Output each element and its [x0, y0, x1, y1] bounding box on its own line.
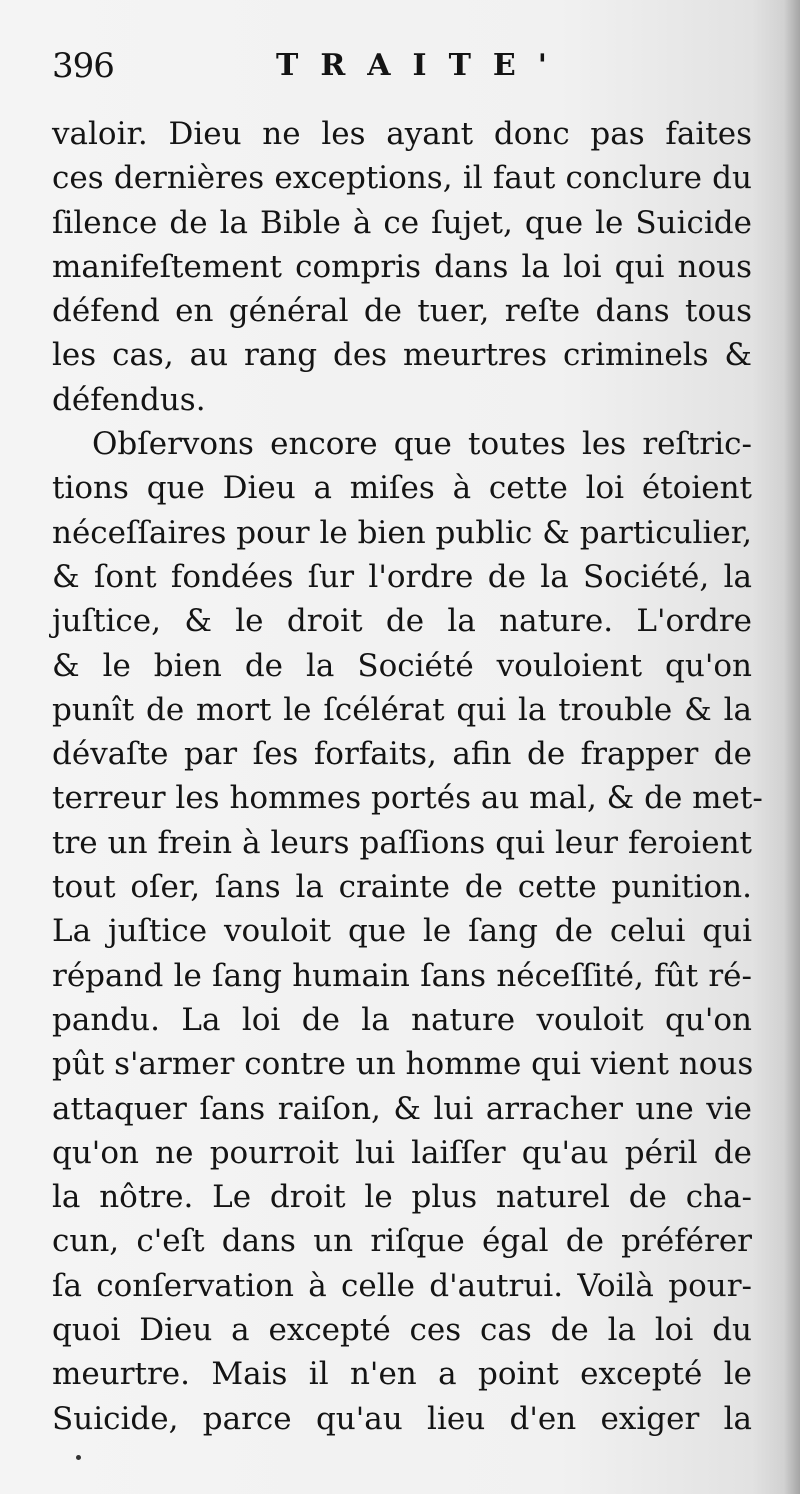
- text-line: meurtre. Mais il n'en a point excepté le: [52, 1356, 752, 1393]
- text-line: tre un frein à leurs paſſions qui leur feroient: [52, 824, 752, 861]
- text-line: ſilence de la Bible à ce ſujet, que le Suicide: [52, 204, 752, 241]
- text-line: & le bien de la Société vouloient qu'on: [52, 647, 752, 684]
- page-number: 396: [52, 46, 114, 86]
- page-edge-shadow: [784, 0, 800, 1494]
- text-line: pût s'armer contre un homme qui vient nous: [52, 1046, 754, 1083]
- text-line: valoir. Dieu ne les ayant donc pas faites: [52, 116, 752, 152]
- text-line: qu'on ne pourroit lui laiſſer qu'au péril de: [52, 1134, 752, 1171]
- text-line: les cas, au rang des meurtres criminels &: [52, 337, 752, 374]
- text-line: La juſtice vouloit que le ſang de celui qui: [52, 913, 752, 950]
- text-line: ſa conſervation à celle d'autrui. Voilà pour-: [52, 1267, 752, 1304]
- text-line: terreur les hommes portés au mal, & de met-: [52, 780, 763, 817]
- text-line: quoi Dieu a excepté ces cas de la loi du: [52, 1312, 752, 1349]
- text-line: défend en général de tuer, reſte dans tous: [52, 293, 752, 330]
- text-line: tout oſer, ſans la crainte de cette punition.: [52, 869, 752, 906]
- ink-dot: [76, 1455, 81, 1460]
- text-line: & ſont fondées ſur l'ordre de la Société, la: [52, 558, 752, 595]
- text-line: punît de mort le ſcélérat qui la trouble & la: [52, 691, 752, 728]
- body-text: [52, 112, 763, 1441]
- text-line: tions que Dieu a miſes à cette loi étoient: [52, 470, 752, 507]
- text-line: ces dernières exceptions, il faut conclure du: [52, 160, 752, 197]
- text-line: la nôtre. Le droit le plus naturel de cha-: [52, 1179, 752, 1216]
- text-line: juſtice, & le droit de la nature. L'ordre: [52, 603, 752, 640]
- text-line: manifeſtement compris dans la loi qui nous: [52, 248, 752, 285]
- text-line: cun, c'eſt dans un riſque égal de préférer: [52, 1223, 752, 1260]
- paragraph-start-line: Obſervons encore que toutes les reſtric-: [92, 426, 752, 463]
- text-line: Suicide, parce qu'au lieu d'en exiger la: [52, 1400, 752, 1437]
- text-line: pandu. La loi de la nature vouloit qu'on: [52, 1001, 752, 1038]
- text-line: attaquer ſans raiſon, & lui arracher une vie: [52, 1090, 752, 1127]
- text-line: répand le ſang humain ſans néceſſité, fût ré-: [52, 957, 752, 994]
- text-line: dévaſte par ſes forfaits, afin de frapper de: [52, 736, 752, 773]
- page-header: [52, 42, 752, 102]
- paragraph-end-line: défendus.: [52, 381, 206, 418]
- text-line: néceſſaires pour le bien public & particulier,: [52, 514, 752, 551]
- running-head: TRAITE': [276, 48, 569, 83]
